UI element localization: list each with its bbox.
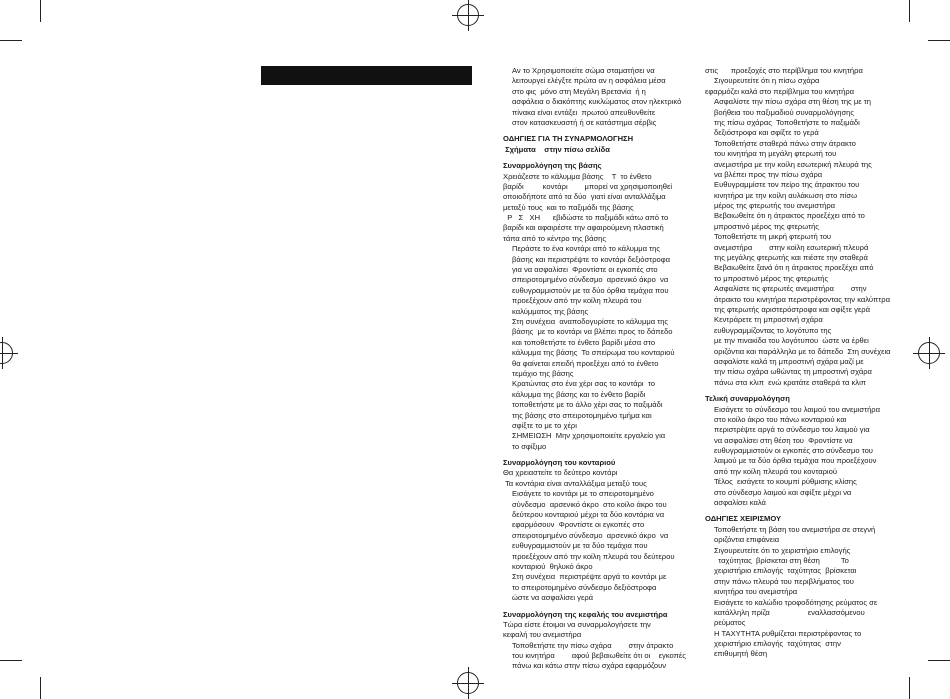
text-line: προεξέχουν από την κοίλη πλευρά του δεύτερου (512, 551, 675, 561)
text-line: ρεύματος (714, 618, 746, 628)
text-line: κάλυμμα της βάσης και το ένθετο βαρίδι (512, 389, 646, 399)
text-line: μέρος της φτερωτής του ανεμιστήρα (714, 201, 836, 211)
text-line: οριζόντια επιφάνεια (714, 535, 780, 545)
text-line: του κινητήρα τη μεγάλη φτερωτή του (714, 149, 837, 159)
section-heading: Σχήματα στην πίσω σελίδα (503, 144, 610, 154)
section-heading: Συναρμολόγηση της κεφαλής του ανεμιστήρα (503, 609, 668, 619)
registration-mark-left (0, 342, 13, 364)
text-line: βαρίδι και αφαιρέστε την αφαιρούμενη πλαστική (503, 223, 664, 233)
text-line: ευθυγραμμιστούν οι εγκοπές στο σύνδεσμο του (714, 446, 873, 456)
text-line: χειριστήριο επιλογής ταχύτητας βρίσκεται (714, 566, 857, 576)
text-line: τοποθετήστε με το άλλο χέρι σας το παξιμάδι (512, 400, 663, 410)
text-line: βάσης με το κοντάρι να βλέπει προς το δάπεδο (512, 327, 673, 337)
text-line: κινητήρα με την κοίλη αυλάκωση στο πίσω (714, 190, 858, 200)
text-line: πάνω στα κλιπ ενώ κρατάτε σταθερά τα κλιπ (714, 377, 866, 387)
text-line: Ασφαλίστε τις φτερωτές ανεμιστήρα στην (714, 284, 867, 294)
text-line: για να ασφαλίσει Φροντίστε οι εγκοπές στο (512, 265, 658, 275)
text-line: στις προεξοχές στο περίβλημα του κινητήρα (705, 66, 863, 75)
text-line: Στη συνέχεια περιστρέψτε αργά το κοντάρι με (512, 572, 667, 582)
text-line: εφαρμόσουν Φροντίστε οι εγκοπές στο (512, 520, 645, 530)
text-line: μπροστινό μέρος της φτερωτής (714, 221, 819, 231)
crop-mark (40, 677, 41, 699)
text-column-left (503, 66, 691, 672)
text-line: πάνω και κάτω στην πίσω σχάρα εφαρμόζουν (512, 661, 667, 671)
text-line: βαρίδι κοντάρι μπορεί να χρησιμοποιηθεί (503, 181, 673, 191)
text-line: ανεμιστήρα στην κοίλη εσωτερική πλευρά (714, 242, 869, 252)
text-line: σπειροτομημένο σύνδεσμο αρσενικό άκρο να (512, 275, 669, 285)
text-line: βοήθεια του παξιμαδιού συναρμολόγησης (714, 107, 855, 117)
text-line: κάλυμμα της βάσης Το σπείρωμα του κονταριού (512, 348, 675, 358)
text-line: το σπειροτομημένο σύνδεσμο δεξιόστροφα (512, 582, 657, 592)
section-heading: Συναρμολόγηση της βάσης (503, 161, 602, 171)
text-line: Τέλος εισάγετε το κουμπί ρύθμισης κλίσης (714, 477, 857, 487)
crop-mark (0, 40, 22, 41)
text-line: ώστε να ασφαλίσει γερά (512, 593, 594, 603)
text-line: Τώρα είστε έτοιμοι να συναρμολογήσετε την (503, 619, 651, 629)
text-line: και τοποθετήστε το ένθετο βαρίδι μέσα στο (512, 337, 656, 347)
text-line: σπειροτομημένο σύνδεσμο αρσενικό άκρο να (512, 530, 669, 540)
text-line: στο κοίλο άκρο του πάνω κονταριού και (714, 414, 847, 424)
text-line: κεφαλή του ανεμιστήρα (503, 630, 582, 640)
text-line: Τοποθετήστε τη μικρή φτερωτή του (714, 232, 832, 242)
text-line: να ασφαλίσει στη θέση του Φροντίστε να (714, 435, 853, 445)
text-line: δεύτερου κονταριού μέχρι τα δύο κοντάρια να (512, 510, 665, 520)
text-line: το μπροστινό μέρος της φτερωτής (714, 273, 829, 283)
text-line: στην πάνω πλευρά του περιβλήματος του (714, 576, 854, 586)
text-line: άτρακτο του κινητήρα περιστρέφοντας την καλύπτρα (714, 294, 891, 304)
text-line: από την κοίλη πλευρά του κονταριού (714, 466, 837, 476)
text-line: στο σύνδεσμο λαιμού και σφίξτε μέχρι να (714, 487, 852, 497)
text-line: στο φις μόνο στη Μεγάλη Βρετανία ή η (512, 86, 646, 96)
text-line: λαιμού με τα δύο όρθια τεμάχια που προεξέχουν (714, 456, 877, 466)
text-line: οποιοδήποτε από τα δύο γιατί είναι ανταλλάξιμα (503, 192, 666, 202)
text-line: ευθυγραμμιστούν με τα δύο όρθια τεμάχια που (512, 285, 669, 295)
text-line: Τα κοντάρια είναι ανταλλάξιμα μεταξύ τους (503, 478, 647, 488)
crop-mark (909, 677, 910, 699)
text-line: οριζόντια και παράλληλα με το δάπεδο Στη συνέχεια (714, 346, 891, 356)
text-line: προεξέχουν από την κοίλη πλευρά του (512, 296, 642, 306)
text-line: θα φαίνεται επειδή προεξέχει από το ένθετο (512, 358, 659, 368)
text-line: να βλέπει προς την πίσω σχάρα (714, 169, 823, 179)
text-line: Σιγουρευτείτε ότι η πίσω σχάρα (714, 76, 820, 86)
text-line: Βεβαιωθείτε ότι η άτρακτος προεξέχει από το (714, 211, 865, 221)
text-line: ασφαλίστε καλά τη μπροστινή σχάρα μαζί με (714, 356, 864, 366)
text-line: της πίσω σχάρας Τοποθετήστε το παξιμάδι (714, 117, 860, 127)
text-line: ασφάλεια ο διακόπτης κυκλώματος στον ηλεκτρικό (512, 97, 682, 107)
header-bar (261, 66, 472, 85)
text-line: μεταξύ τους και το παξιμάδι της βάσης (503, 202, 634, 212)
text-line: Εισάγετε το σύνδεσμο του λαιμού του ανεμιστήρα (714, 404, 881, 414)
text-line: στον κατασκευαστή ή σε κατάστημα σέρβις (512, 117, 657, 127)
text-line: Θα χρειαστείτε το δεύτερο κοντάρι (503, 468, 618, 478)
text-line: του κινητήρα αφού βεβαιωθείτε ότι οι εγκοπές (512, 651, 686, 661)
text-line: ευθυγραμμιστούν με τα δύο τεμάχια που (512, 541, 648, 551)
text-line: Κεντράρετε τη μπροστινή σχάρα (714, 315, 823, 325)
text-line: Εισάγετε το κοντάρι με το σπειροτομημένο (512, 489, 654, 499)
text-column-right (705, 66, 895, 660)
text-line: σφίξτε το με το χέρι (512, 420, 577, 430)
text-line: Εισάγετε το καλώδιο τροφοδότησης ρεύματος σε (714, 597, 878, 607)
registration-mark-right (918, 342, 940, 364)
text-line: Βεβαιωθείτε ξανά ότι η άτρακτος προεξέχει από (714, 263, 874, 273)
crop-mark (0, 660, 22, 661)
text-line: πίνακα είναι εντάξει πρωτού απευθυνθείτε (512, 107, 656, 117)
text-line: τάπα από το κέντρο της βάσης (503, 233, 607, 243)
text-line: Ρ Σ ΧΗ εβιδώστε το παξιμάδι κάτω από το (503, 213, 669, 223)
text-line: της φτερωτής αριστερόστροφα και σφίξτε γερά (714, 304, 870, 314)
text-line: λειτουργεί ελέγξτε πρώτα αν η ασφάλεια μέσα (512, 76, 666, 86)
text-line: ασφαλίσει καλά (714, 498, 766, 508)
registration-mark-top (457, 4, 479, 26)
text-line: Τοποθετήστε την πίσω σχάρα στην άτρακτο (512, 640, 674, 650)
text-line: σύνδεσμο αρσενικό άκρο στο κοίλο άκρο του (512, 499, 667, 509)
text-line: το σφίξιμο (512, 441, 547, 451)
text-line: της μεγάλης φτερωτής και πιέστε την σταθερά (714, 253, 868, 263)
text-line: Σιγουρευτείτε ότι το χειριστήριο επιλογής (714, 545, 851, 555)
section-heading: Τελική συναρμολόγηση (705, 394, 790, 404)
text-line: κονταριού θηλυκό άκρο (512, 561, 593, 571)
text-line: κατάλληλη πρίζα εναλλασσόμενου (714, 607, 865, 617)
text-line: δεξιόστροφα και σφίξτε το γερά (714, 128, 819, 138)
text-line: την πίσω σχάρα ωθώντας τη μπροστινή σχάρα (714, 367, 872, 377)
section-heading: ΟΔΗΓΙΕΣ ΓΙΑ ΤΗ ΣΥΝΑΡΜΟΛΟΓΗΣΗ (503, 134, 634, 144)
text-line: Τοποθετήστε σταθερά πάνω στην άτρακτο (714, 138, 856, 148)
crop-mark (909, 0, 910, 22)
section-heading: Συναρμολόγηση του κονταριού (503, 458, 616, 468)
text-line: επιθυμητή θέση (714, 649, 768, 659)
text-line: Χρειάζεστε το κάλυμμα βάσης Τ το ένθετο (503, 171, 652, 181)
text-line: Περάστε το ένα κοντάρι από το κάλυμμα της (512, 244, 660, 254)
text-line: χειριστήριο επιλογής ταχύτητας στην (714, 639, 841, 649)
text-line: καλύμματος της βάσης (512, 306, 589, 316)
crop-mark (928, 660, 950, 661)
text-line: Ασφαλίστε την πίσω σχάρα στη θέση της με τη (714, 97, 871, 107)
text-line: Αν το Χρησιμοποιείτε σώμα σταματήσει να (512, 66, 655, 75)
text-line: τεμάχιο της βάσης (512, 368, 574, 378)
text-line: της βάσης στο σπειροτομημένο τμήμα και (512, 410, 652, 420)
registration-mark-bottom (457, 672, 479, 694)
text-line: με την πινακίδα του λογότυπου ώστε να έρθει (714, 336, 869, 346)
text-line: βάσης και περιστρέψτε το κοντάρι δεξιόστροφα (512, 254, 671, 264)
text-line: κινητήρα του ανεμιστήρα (714, 587, 798, 597)
crop-mark (928, 40, 950, 41)
crop-mark (40, 0, 41, 22)
text-line: ευθυγραμμίζοντας το λογότυπο της (714, 325, 832, 335)
text-line: Κρατώντας στο ένα χέρι σας το κοντάρι το (512, 379, 655, 389)
text-line: Στη συνέχεια αναποδογυρίστε το κάλυμμα της (512, 316, 669, 326)
text-line: Τοποθετήστε τη βάση του ανεμιστήρα σε στεγνή (714, 524, 876, 534)
text-line: ταχύτητας βρίσκεται στη θέση Το (714, 555, 849, 565)
text-line: Ευθυγραμμίστε τον πείρο της άτρακτου του (714, 180, 860, 190)
text-line: εφαρμόζει καλά στο περίβλημα του κινητήρα (705, 86, 855, 96)
text-line: ΣΗΜΕΙΩΣΗ Μην χρησιμοποιείτε εργαλείο για (512, 431, 666, 441)
section-heading: ΟΔΗΓΙΕΣ ΧΕΙΡΙΣΜΟΥ (705, 514, 782, 524)
text-line: ανεμιστήρα με την κοίλη εσωτερική πλευρά της (714, 159, 872, 169)
text-line: περιστρέψτε αργά το σύνδεσμο του λαιμού για (714, 425, 870, 435)
text-line: Η ΤΑΧΥΤΗΤΑ ρυθμίζεται περιστρέφοντας το (714, 628, 862, 638)
